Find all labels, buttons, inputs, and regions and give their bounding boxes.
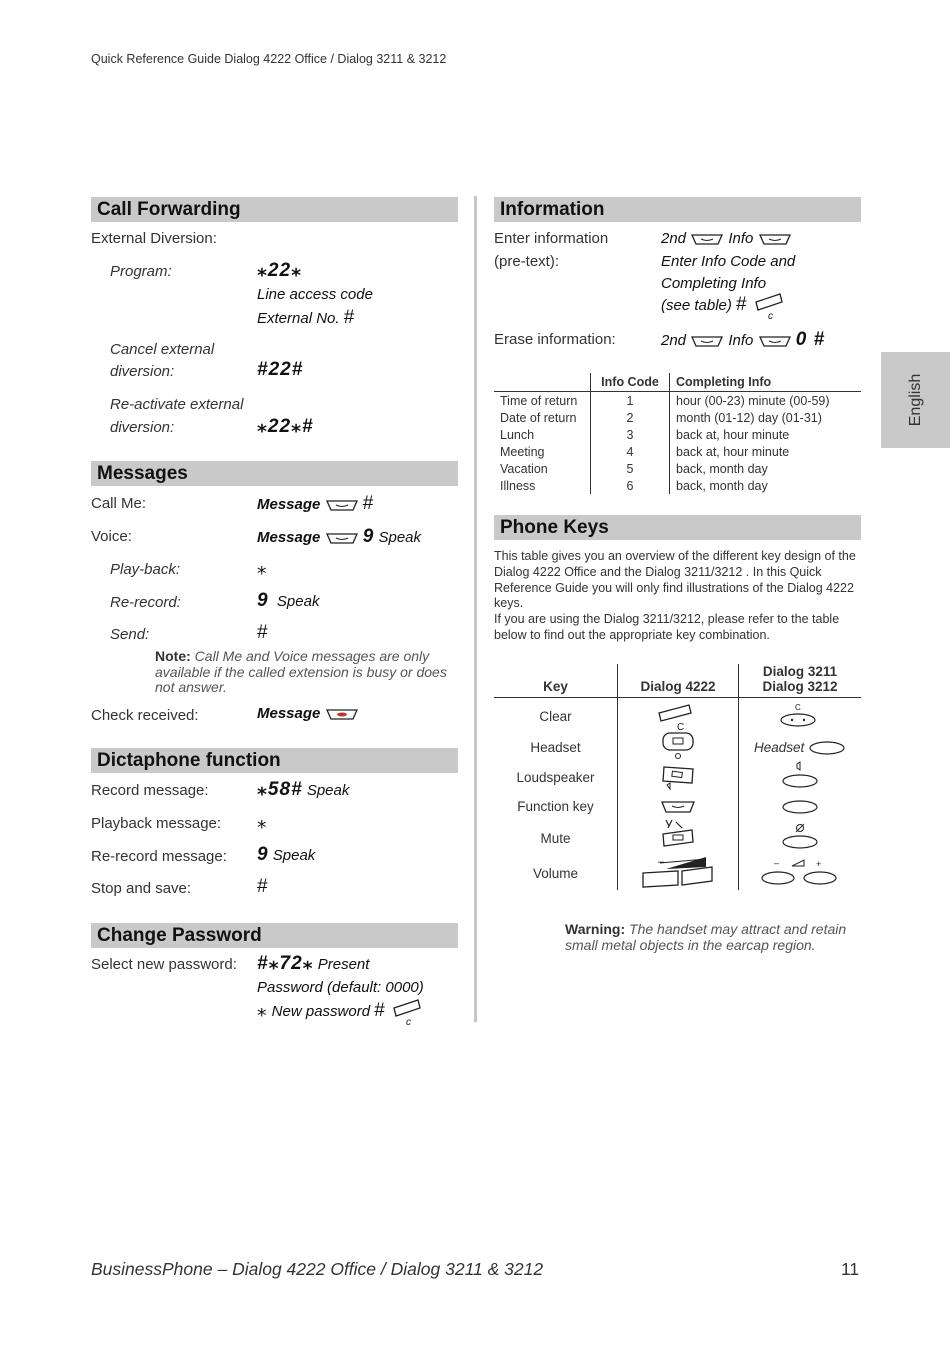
headset-3211-label: Headset — [754, 740, 805, 755]
clear-key-icon — [752, 292, 786, 320]
function-key-icon — [690, 334, 724, 348]
loudspeaker-key-4222-icon — [658, 763, 698, 791]
table-row — [494, 409, 861, 426]
column-divider — [474, 196, 477, 1022]
phone-keys-paragraph-1: This table gives you an overview of the different key design of the Dialog 4222 Office and the Dialog 3211/3212 . In this Quick Reference Guide you will only find illustrations of the Dialog 4222 keys. — [494, 549, 856, 611]
svg-text:+: + — [816, 859, 822, 869]
record-message-action: ⁎58# Speak — [257, 779, 350, 800]
table-cell: Meeting — [500, 444, 545, 459]
hash-key: # — [362, 493, 375, 514]
language-tab-label: English — [906, 373, 924, 427]
svg-text:C: C — [795, 703, 801, 712]
reactivate-label-1: Re-activate external — [110, 396, 244, 413]
external-number: External No. # — [257, 307, 356, 328]
clear-key-icon — [390, 998, 424, 1026]
program-code: ⁎22⁎ — [257, 260, 303, 281]
record-message-label: Record message: — [91, 782, 209, 799]
table-cell: back at, hour minute — [670, 426, 862, 443]
table-cell: month (01-12) day (01-31) — [670, 409, 862, 426]
rerecord-message-action: 9 Speak — [257, 844, 316, 865]
col-3211-header: Dialog 3211 — [762, 664, 838, 679]
send-label: Send: — [110, 626, 150, 643]
table-cell: 1 — [591, 392, 670, 410]
playback-message-action: ⁎ — [257, 812, 268, 833]
svg-text:c: c — [767, 311, 773, 320]
phone-keys-heading: Phone Keys — [494, 515, 861, 540]
change-password-heading: Change Password — [91, 923, 458, 948]
reactivate-code: ⁎22⁎# — [257, 416, 314, 437]
playback-label: Play-back: — [110, 561, 181, 578]
table-header-cell — [494, 373, 591, 392]
svg-text:C: C — [677, 722, 685, 731]
clear-key-4222-icon — [655, 703, 697, 731]
function-key-icon — [758, 334, 792, 348]
key-name-clear: Clear — [539, 709, 572, 724]
clear-key-3211-icon — [778, 702, 818, 728]
col-4222-header: Dialog 4222 — [640, 679, 716, 694]
check-received-action: Message — [257, 705, 359, 722]
call-forwarding-heading: Call Forwarding — [91, 197, 458, 222]
footer-title: BusinessPhone – Dialog 4222 Office / Dialog 3211 & 3212 — [91, 1259, 544, 1279]
line-access-code: Line access code — [257, 286, 373, 303]
table-cell: Time of return — [500, 393, 578, 408]
phone-keys-paragraph-2: If you are using the Dialog 3211/3212, please refer to the table below to find out the appropriate key combination. — [494, 612, 840, 642]
table-cell: 5 — [591, 460, 670, 477]
col-key-header: Key — [543, 679, 568, 694]
information-heading: Information — [494, 197, 861, 222]
playback-message-label: Playback message: — [91, 815, 222, 832]
message-key-lit-icon — [325, 707, 359, 721]
mute-key-4222-icon — [658, 818, 698, 850]
new-password-action: ⁎ New password # c — [257, 998, 424, 1026]
call-me-label: Call Me: — [91, 495, 147, 512]
table-header-row — [494, 373, 861, 392]
table-cell: back, month day — [670, 460, 862, 477]
program-label: Program: — [110, 263, 172, 280]
table-cell: 2 — [591, 409, 670, 426]
warning-note: Warning: The handset may attract and retain small metal objects in the earcap region. — [565, 921, 847, 953]
table-cell: hour (00-23) minute (00-59) — [670, 392, 862, 410]
table-cell: back at, hour minute — [670, 443, 862, 460]
stop-save-label: Stop and save: — [91, 880, 192, 897]
table-rule — [494, 697, 861, 698]
external-diversion-label: External Diversion: — [91, 230, 217, 247]
key-name-function: Function key — [517, 799, 594, 814]
dictaphone-heading: Dictaphone function — [91, 748, 458, 773]
headset-key-3211-icon — [808, 739, 846, 757]
voice-label: Voice: — [91, 528, 132, 545]
cancel-label-1: Cancel external — [110, 341, 215, 358]
function-key-icon — [325, 531, 359, 545]
enter-code-line: Enter Info Code and — [661, 253, 796, 270]
function-key-icon — [690, 232, 724, 246]
select-password-label: Select new password: — [91, 956, 237, 973]
key-name-mute: Mute — [540, 831, 571, 846]
rerecord-message-label: Re-record message: — [91, 848, 227, 865]
key-name-volume: Volume — [532, 866, 579, 881]
table-header-cell: Info Code — [591, 373, 670, 392]
function-key-icon — [325, 498, 359, 512]
password-default: Password (default: 0000) — [257, 979, 424, 996]
table-cell: Date of return — [500, 410, 577, 425]
enter-information-label: Enter information — [494, 230, 609, 247]
table-cell: back, month day — [670, 477, 862, 494]
svg-text:c: c — [405, 1017, 411, 1026]
volume-keys-3211-icon — [760, 858, 840, 888]
rerecord-action: 9 Speak — [257, 590, 320, 611]
voice-action: Message 9 Speak — [257, 526, 422, 547]
mute-key-3211-icon — [780, 822, 820, 852]
info-code-table — [494, 373, 861, 494]
table-row — [494, 392, 861, 410]
loudspeaker-key-3211-icon — [780, 761, 820, 791]
table-cell: 3 — [591, 426, 670, 443]
enter-info-keys: 2nd Info — [661, 230, 792, 247]
table-cell: 4 — [591, 443, 670, 460]
stop-save-action: # — [257, 876, 269, 897]
select-password-code: #⁎72⁎ Present — [257, 953, 370, 974]
send-action: # — [257, 622, 269, 643]
hash-key: # — [343, 307, 356, 328]
messages-heading: Messages — [91, 461, 458, 486]
rerecord-label: Re-record: — [110, 594, 181, 611]
table-rule — [738, 664, 739, 890]
see-table-line: (see table) # c — [661, 292, 786, 320]
table-row — [494, 477, 861, 494]
table-cell: Vacation — [500, 461, 548, 476]
table-row — [494, 443, 861, 460]
table-cell: 6 — [591, 477, 670, 494]
table-row — [494, 426, 861, 443]
table-rule — [617, 664, 618, 890]
cancel-label-2: diversion: — [110, 363, 175, 380]
language-tab — [881, 352, 950, 448]
function-key-icon — [758, 232, 792, 246]
volume-keys-4222-icon — [640, 855, 716, 889]
reactivate-label-2: diversion: — [110, 419, 175, 436]
messages-note: Note: Call Me and Voice messages are only available if the called extension is busy or does not answer. — [155, 648, 447, 695]
headset-key-4222-icon — [660, 731, 696, 761]
table-cell: Illness — [500, 478, 536, 493]
table-cell: Lunch — [500, 427, 535, 442]
running-header: Quick Reference Guide Dialog 4222 Office / Dialog 3211 & 3212 — [91, 52, 447, 66]
playback-action: ⁎ — [257, 558, 268, 579]
svg-text:–: – — [658, 856, 665, 868]
call-me-action: Message # — [257, 493, 375, 514]
col-3212-header: Dialog 3212 — [762, 679, 838, 694]
key-name-headset: Headset — [530, 740, 581, 755]
table-row — [494, 460, 861, 477]
key-name-loudspeaker: Loudspeaker — [516, 770, 595, 785]
cancel-code: #22# — [257, 359, 304, 380]
erase-information-label: Erase information: — [494, 331, 616, 348]
pre-text-label: (pre-text): — [494, 253, 560, 270]
check-received-label: Check received: — [91, 707, 199, 724]
svg-text:–: – — [774, 858, 780, 868]
completing-line: Completing Info — [661, 275, 767, 292]
erase-info-keys: 2nd Info 0 # — [661, 329, 826, 350]
function-key-4222-icon — [660, 799, 696, 815]
function-key-3211-icon — [780, 798, 820, 816]
table-header-cell: Completing Info — [670, 373, 862, 392]
page-number: 11 — [841, 1259, 860, 1279]
